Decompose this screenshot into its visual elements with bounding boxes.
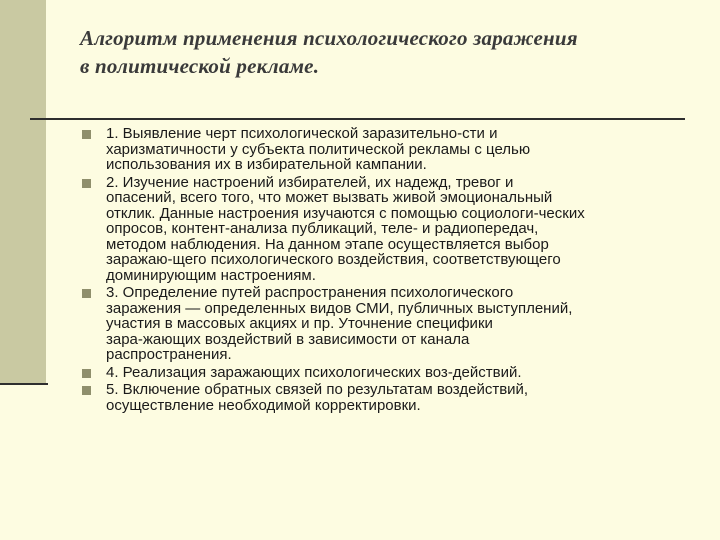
square-bullet-icon	[82, 386, 91, 395]
bullet-line: опросов, контент-анализа публикаций, теле- и радиопередач,	[106, 220, 539, 237]
title-divider	[30, 118, 685, 120]
bullet-text	[106, 126, 710, 173]
bullet-line: заражения — определенных видов СМИ, публичных выступлений,	[106, 299, 573, 317]
bullet-line: доминирующим настроениям.	[106, 266, 316, 284]
title-line-1: Алгоритм применения психологического заражения	[80, 26, 578, 50]
bullet-line: участия в массовых акциях и пр. Уточнение специфики	[106, 315, 493, 332]
bullet-line: зара-жающих воздействий в зависимости от канала	[106, 330, 470, 348]
bullet-line: 5. Включение обратных связей по результатам воздействий,	[106, 381, 529, 398]
bullet-item-5	[80, 382, 710, 413]
bullet-item-4	[80, 365, 710, 381]
bullet-line: опасений, всего того, что может вызвать живой эмоциональный	[106, 189, 553, 206]
bullet-line: использования их в избирательной кампании.	[106, 156, 427, 173]
bullet-list	[80, 126, 710, 415]
bullet-line: 2. Изучение настроений избирателей, их надежд, тревог и	[106, 173, 514, 191]
bullet-line: методом наблюдения. На данном этапе осуществляется выбор	[106, 235, 549, 253]
bullet-line: харизматичности у субъекта политической рекламы с целью	[106, 140, 531, 158]
bullet-line: заражаю-щего психологического воздействия, соответствующего	[106, 251, 561, 268]
square-bullet-icon	[82, 130, 91, 139]
bullet-line: отклик. Данные настроения изучаются с помощью социологи-ческих	[106, 204, 585, 222]
left-accent-bar	[0, 0, 46, 383]
bullet-text	[106, 365, 710, 381]
left-accent-underline	[0, 383, 48, 385]
square-bullet-icon	[82, 179, 91, 188]
bullet-item-2	[80, 175, 710, 284]
bullet-line: распространения.	[106, 346, 232, 363]
bullet-line: 3. Определение путей распространения психологического	[106, 284, 514, 301]
bullet-text	[106, 175, 710, 284]
bullet-line: 4. Реализация заражающих психологических воз-действий.	[106, 363, 522, 381]
bullet-text	[106, 382, 710, 413]
title-line-2: в политической рекламе.	[80, 54, 320, 78]
bullet-line: осуществление необходимой корректировки.	[106, 396, 421, 414]
bullet-line: 1. Выявление черт психологической заразительно-сти и	[106, 125, 498, 142]
square-bullet-icon	[82, 369, 91, 378]
bullet-item-1	[80, 126, 710, 173]
slide-title	[80, 24, 700, 80]
bullet-item-3	[80, 285, 710, 363]
square-bullet-icon	[82, 289, 91, 298]
bullet-text	[106, 285, 710, 363]
